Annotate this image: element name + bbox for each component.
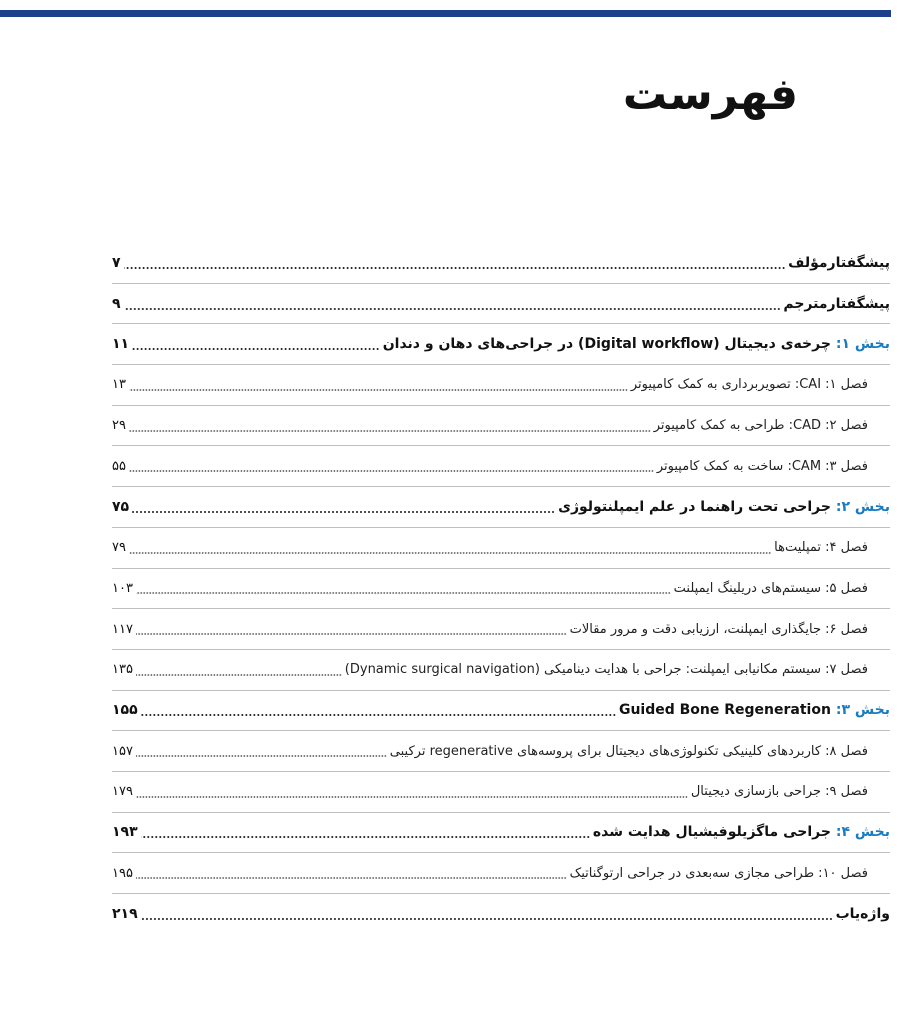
toc-entry-title [691, 784, 868, 799]
page-number: ۱۷۹ [112, 784, 133, 800]
dot-leader [129, 389, 628, 391]
entry-title-text: فصل ۲: CAD: طراحی به کمک کامپیوتر [653, 418, 868, 434]
dot-leader [124, 267, 786, 269]
dot-leader [129, 470, 654, 472]
page-number: ۵۵ [112, 458, 126, 474]
page-number: ۱۹۵ [112, 865, 133, 881]
dot-leader [141, 836, 590, 838]
table-of-contents [112, 243, 890, 935]
dot-leader [136, 796, 688, 798]
toc-part-3[interactable] [112, 691, 890, 732]
entry-title-text: فصل ۳: CAM: ساخت به کمک کامپیوتر [656, 458, 868, 474]
entry-title-text: Guided Bone Regeneration [618, 702, 831, 719]
toc-chapter-1[interactable] [112, 365, 890, 406]
page-number: ۷ [112, 254, 121, 271]
part-prefix: بخش ۱: [830, 336, 890, 353]
dot-leader [132, 511, 555, 513]
toc-entry-title [774, 540, 868, 555]
dot-leader [129, 552, 771, 554]
entry-title-text: پیشگفتارمؤلف [788, 254, 890, 271]
page-number: ۱۹۳ [112, 824, 138, 841]
dot-leader [141, 714, 616, 716]
toc-entry-title [383, 336, 890, 352]
toc-chapter-6[interactable] [112, 609, 890, 650]
page-number: ۱۳۵ [112, 662, 133, 678]
top-color-bar [0, 10, 891, 17]
toc-entry-preface-author[interactable] [112, 243, 890, 284]
toc-chapter-7[interactable] [112, 650, 890, 691]
toc-entry-title [654, 418, 868, 433]
toc-chapter-10[interactable] [112, 853, 890, 894]
page-number: ۲۱۹ [112, 906, 138, 923]
dot-leader [132, 348, 380, 350]
entry-title-text: فصل ۹: جراحی بازسازی دیجیتال [690, 784, 868, 800]
part-prefix: بخش ۴: [830, 824, 890, 841]
toc-entry-title [570, 866, 868, 881]
page-number: ۱۱۷ [112, 621, 133, 637]
page-number: ۷۹ [112, 540, 126, 556]
dot-leader [136, 633, 567, 635]
toc-chapter-8[interactable] [112, 731, 890, 772]
toc-entry-title [390, 744, 868, 759]
entry-title-text: فصل ۵: سیستم‌های دریلینگ ایمپلنت [673, 580, 868, 596]
entry-title-text: فصل ۷: سیستم مکانیابی ایمپلنت: جراحی با هدایت دینامیکی (Dynamic surgical navigation) [344, 662, 868, 678]
toc-entry-title [674, 581, 868, 596]
page-number: ۱۵۵ [112, 702, 138, 719]
dot-leader [136, 592, 671, 594]
toc-entry-title [836, 906, 890, 922]
toc-entry-title [593, 824, 890, 840]
entry-title-text: چرخه‌ی دیجیتال (Digital workflow) در جراحی‌های دهان و دندان [382, 336, 831, 353]
toc-entry-title [657, 459, 868, 474]
entry-title-text: فصل ۱: CAI: تصویربرداری به کمک کامپیوتر [630, 377, 868, 393]
page-number: ۱۱ [112, 336, 130, 353]
toc-entry-index[interactable] [112, 894, 890, 935]
toc-chapter-4[interactable] [112, 528, 890, 569]
entry-title-text: فصل ۶: جایگذاری ایمپلنت، ارزیابی دقت و مرور مقالات [569, 621, 868, 637]
entry-title-text: فصل ۱۰: طراحی مجازی سه‌بعدی در جراحی ارتوگناتیک [569, 865, 868, 881]
entry-title-text: فصل ۸: کاربردهای کلینیکی تکنولوژی‌های دیجیتال برای پروسه‌های regenerative ترکیبی [389, 743, 868, 759]
page-number: ۷۵ [112, 498, 130, 515]
page-number: ۱۰۳ [112, 580, 133, 596]
toc-entry-preface-translator[interactable] [112, 284, 890, 325]
toc-chapter-3[interactable] [112, 446, 890, 487]
toc-entry-title [788, 255, 890, 271]
page-number: ۲۹ [112, 418, 126, 434]
dot-leader [141, 918, 833, 920]
entry-title-text: جراحی تحت راهنما در علم ایمپلنتولوژی [558, 498, 831, 515]
part-prefix: بخش ۲: [830, 498, 890, 515]
toc-entry-title [558, 499, 890, 515]
toc-part-2[interactable] [112, 487, 890, 528]
toc-chapter-9[interactable] [112, 772, 890, 813]
page-number: ۱۵۷ [112, 743, 133, 759]
toc-chapter-5[interactable] [112, 569, 890, 610]
toc-entry-title [783, 296, 890, 312]
page-title: فهرست [622, 69, 798, 120]
toc-part-4[interactable] [112, 813, 890, 854]
entry-title-text: فصل ۴: تمپلیت‌ها [774, 540, 868, 556]
toc-chapter-2[interactable] [112, 406, 890, 447]
part-prefix: بخش ۳: [830, 702, 890, 719]
dot-leader [136, 674, 342, 676]
toc-entry-title [631, 377, 868, 392]
entry-title-text: واژه‌یاب [835, 906, 890, 923]
page-number: ۹ [112, 295, 121, 312]
dot-leader [129, 430, 651, 432]
dot-leader [136, 877, 567, 879]
entry-title-text: جراحی ماگزیلوفیشیال هدایت شده [592, 824, 831, 841]
dot-leader [136, 755, 387, 757]
entry-title-text: پیشگفتارمترجم [783, 295, 890, 312]
dot-leader [124, 308, 781, 310]
toc-entry-title [570, 622, 868, 637]
page-number: ۱۳ [112, 377, 126, 393]
toc-entry-title [619, 702, 890, 718]
toc-part-1[interactable] [112, 324, 890, 365]
toc-entry-title [345, 662, 868, 677]
